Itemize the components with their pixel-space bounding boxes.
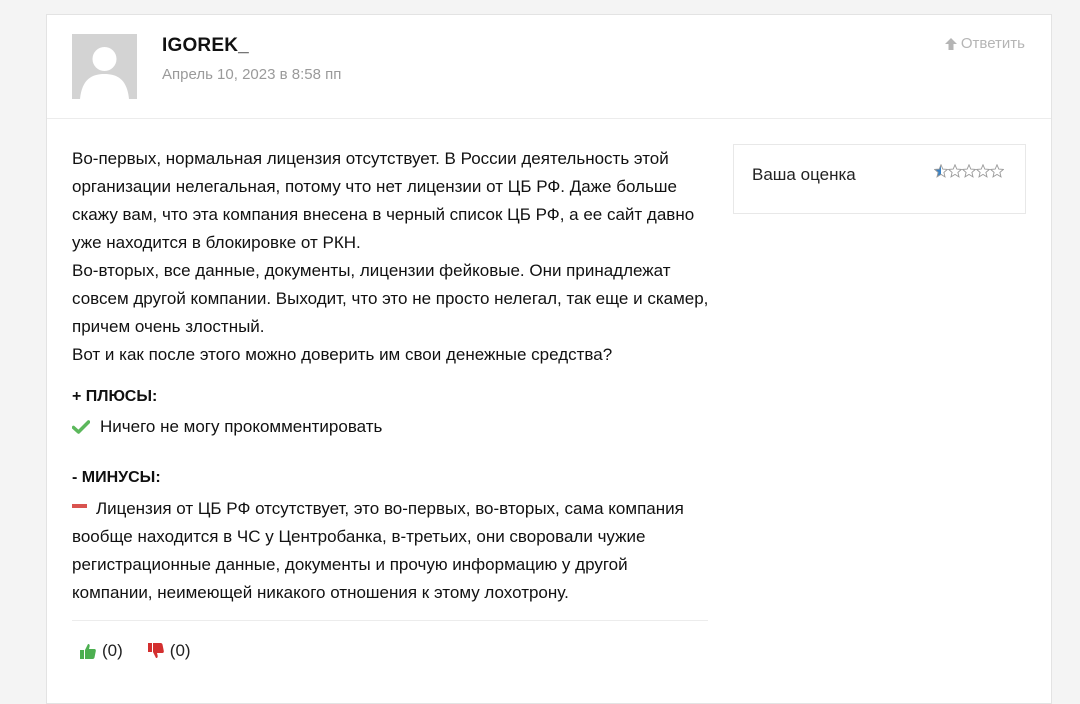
like-button[interactable] <box>79 641 123 661</box>
dislike-count: (0) <box>169 641 191 660</box>
minus-icon <box>72 504 87 508</box>
dislike-button[interactable] <box>147 641 191 661</box>
cons-item <box>72 495 712 607</box>
star-icon[interactable] <box>948 164 962 178</box>
star-icon[interactable] <box>990 164 1004 178</box>
body-paragraph: Вот и как после этого можно доверить им свои денежные средства? <box>72 345 613 364</box>
pros-item <box>72 417 382 437</box>
reply-label: Ответить <box>960 35 1025 52</box>
arrow-up-icon <box>944 37 958 51</box>
pros-title: + ПЛЮСЫ: <box>72 388 158 405</box>
comment-body <box>72 145 712 369</box>
divider <box>72 620 708 621</box>
thumbs-down-icon <box>147 642 165 660</box>
star-icon[interactable] <box>962 164 976 178</box>
thumbs-up-icon <box>79 642 97 660</box>
comment-date: Апрель 10, 2023 в 8:58 пп <box>162 66 342 83</box>
rating-box <box>733 144 1026 214</box>
user-silhouette-icon <box>72 34 137 99</box>
body-paragraph: Во-первых, нормальная лицензия отсутствует. В России деятельность этой организации нелегальная, потому что нет лицензии от ЦБ РФ. Даже больше скажу вам, что эта компания внесена в черный список ЦБ РФ, а ее сайт давно уже находится в блокировке от РКН. <box>72 149 695 252</box>
cons-title: - МИНУСЫ: <box>72 469 161 486</box>
comment-card <box>46 14 1052 704</box>
cons-item-text: Лицензия от ЦБ РФ отсутствует, это во-первых, во-вторых, сама компания вообще находится в ЧС у Центробанка, в-третьих, они своровали чужие регистрационные данные, документы и прочую информацию у другой компании, неимеющей никакого отношения к этому лохотрону. <box>72 499 684 602</box>
star-icon[interactable] <box>976 164 990 178</box>
pros-item-text: Ничего не могу прокомментировать <box>100 417 383 436</box>
check-icon <box>72 420 90 434</box>
avatar <box>72 34 137 99</box>
comment-header <box>47 15 1051 119</box>
vote-bar <box>79 641 191 661</box>
rating-label: Ваша оценка <box>752 165 856 184</box>
body-paragraph: Во-вторых, все данные, документы, лицензии фейковые. Они принадлежат совсем другой компании. Выходит, что это не просто нелегал, так еще и скамер, причем очень злостный. <box>72 261 709 336</box>
star-icon[interactable] <box>934 164 948 178</box>
author-name[interactable]: IGOREK_ <box>162 35 249 56</box>
rating-stars <box>934 164 1004 178</box>
like-count: (0) <box>102 641 123 660</box>
reply-button[interactable] <box>944 35 1025 52</box>
